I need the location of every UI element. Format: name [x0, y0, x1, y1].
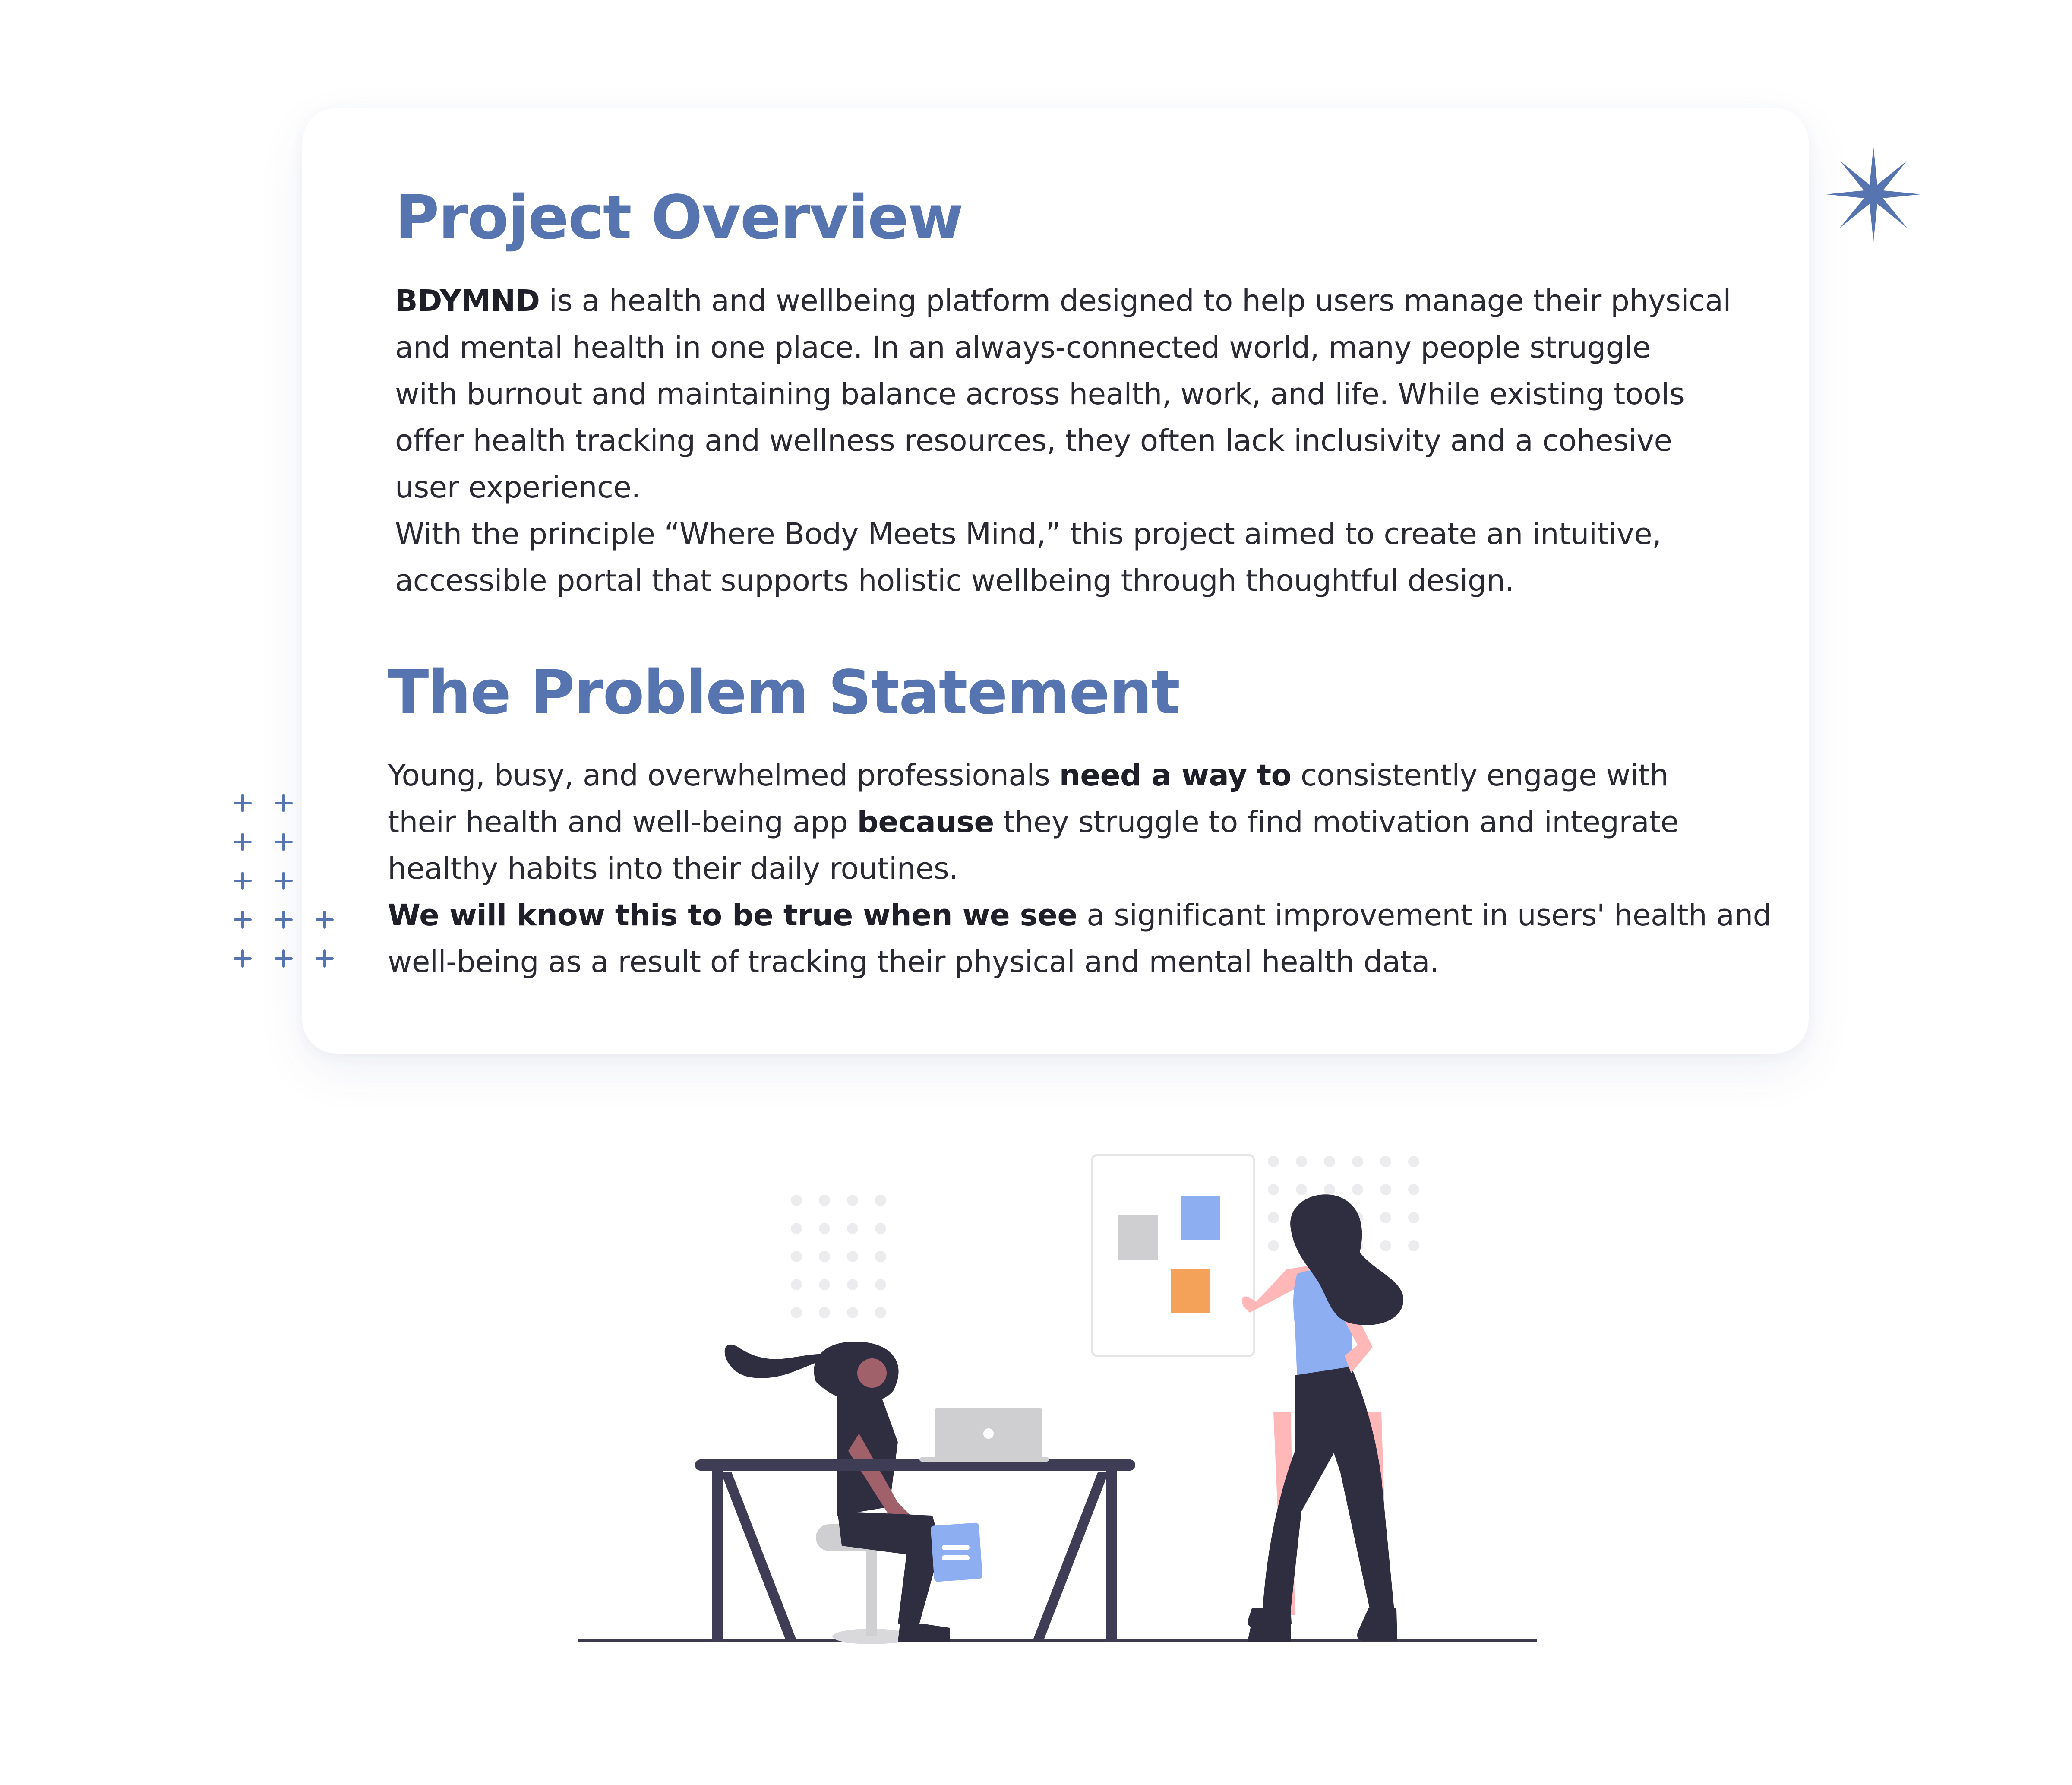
pattern-dot [1408, 1156, 1419, 1167]
plus-icon [276, 873, 291, 889]
text-line [395, 511, 1733, 557]
pattern-dot [791, 1251, 802, 1262]
pattern-dot [1268, 1184, 1279, 1195]
pattern-dot [875, 1195, 886, 1206]
bold-text: because [857, 805, 994, 839]
text-run: user experience. [395, 470, 641, 505]
pattern-dot [875, 1251, 886, 1262]
plus-pattern-decoration [224, 784, 345, 978]
text-line [395, 557, 1733, 604]
problem-statement-text [388, 752, 1772, 985]
text-run: consistently engage with [1291, 758, 1669, 793]
text-line [388, 892, 1772, 939]
plus-icon [276, 951, 291, 966]
text-run: offer health tracking and wellness resources, they often lack inclusivity and a cohesive [395, 424, 1672, 458]
pattern-dot [1380, 1240, 1391, 1251]
pattern-dot [847, 1195, 858, 1206]
text-run: accessible portal that supports holistic wellbeing through thoughtful design. [395, 563, 1514, 598]
pattern-dot [847, 1223, 858, 1234]
plus-icon [317, 912, 332, 927]
pattern-dot [875, 1279, 886, 1290]
bold-text: need a way to [1059, 758, 1292, 793]
plus-icon [276, 834, 291, 850]
project-overview-text [395, 278, 1733, 604]
text-run: Young, busy, and overwhelmed professionals [388, 758, 1059, 793]
plus-icon [235, 873, 250, 889]
pattern-dot [1324, 1184, 1335, 1195]
pattern-dot [1380, 1184, 1391, 1195]
text-run: With the principle “Where Body Meets Mind,” this project aimed to create an intuitive, [395, 517, 1661, 551]
sticky-note-gray [1118, 1215, 1158, 1260]
pattern-dot [1268, 1156, 1279, 1167]
pattern-dot [1296, 1184, 1307, 1195]
pattern-dot [819, 1279, 830, 1290]
text-line [395, 278, 1733, 324]
pattern-dot [819, 1223, 830, 1234]
text-run: a significant improvement in users' health and [1077, 898, 1772, 933]
text-line [388, 752, 1726, 799]
pattern-dot [791, 1279, 802, 1290]
text-run: they struggle to find motivation and integrate [994, 805, 1679, 839]
seated-woman [725, 1342, 950, 1642]
pattern-dot [1380, 1212, 1391, 1223]
text-line [388, 845, 1726, 892]
text-run: with burnout and maintaining balance across health, work, and life. While existing tools [395, 377, 1685, 411]
plus-icon [235, 912, 250, 927]
text-line [395, 418, 1733, 464]
plus-icon [235, 951, 250, 966]
pattern-dot [791, 1195, 802, 1206]
pattern-dot [1268, 1212, 1279, 1223]
pattern-dot [847, 1251, 858, 1262]
plus-icon [276, 795, 291, 811]
text-line [395, 324, 1733, 371]
text-line [388, 799, 1726, 845]
pattern-dot [1296, 1156, 1307, 1167]
pattern-dot [875, 1223, 886, 1234]
pattern-dot [1408, 1212, 1419, 1223]
pattern-dot [819, 1251, 830, 1262]
people-working-illustration [561, 1131, 1554, 1649]
text-line [395, 371, 1733, 418]
sticky-note-orange [1171, 1269, 1210, 1313]
sticky-note-blue [1181, 1196, 1220, 1240]
standing-woman [1242, 1194, 1403, 1642]
pattern-dot [819, 1307, 830, 1318]
pattern-dot [875, 1307, 886, 1318]
pattern-dot [791, 1223, 802, 1234]
eight-point-star-icon [1822, 142, 1925, 246]
problem-statement-heading: The Problem Statement [388, 658, 1179, 728]
pattern-dot [1268, 1240, 1279, 1251]
text-run: their health and well-being app [388, 805, 857, 839]
pattern-dot [847, 1307, 858, 1318]
pattern-dot [1380, 1156, 1391, 1167]
text-line [388, 939, 1726, 985]
pattern-dot [1408, 1184, 1419, 1195]
pattern-dot [1352, 1156, 1363, 1167]
phone [931, 1522, 983, 1582]
pattern-dot [847, 1279, 858, 1290]
text-run: well-being as a result of tracking their physical and mental health data. [388, 945, 1439, 979]
pattern-dot [1352, 1184, 1363, 1195]
text-run: healthy habits into their daily routines. [388, 851, 958, 886]
text-run: is a health and wellbeing platform designed to help users manage their physical [540, 284, 1731, 318]
bold-text: We will know this to be true when we see [388, 898, 1077, 933]
plus-icon [235, 795, 250, 811]
pattern-dot [1324, 1156, 1335, 1167]
bold-text: BDYMND [395, 284, 540, 318]
plus-icon [235, 834, 250, 850]
plus-icon [317, 951, 332, 966]
project-overview-heading: Project Overview [395, 183, 963, 253]
text-line [395, 464, 1733, 511]
plus-icon [276, 912, 291, 927]
pattern-dot [1408, 1240, 1419, 1251]
pattern-dot [791, 1307, 802, 1318]
text-run: and mental health in one place. In an always-connected world, many people struggle [395, 330, 1651, 365]
whiteboard [1092, 1155, 1254, 1356]
pattern-dot [819, 1195, 830, 1206]
